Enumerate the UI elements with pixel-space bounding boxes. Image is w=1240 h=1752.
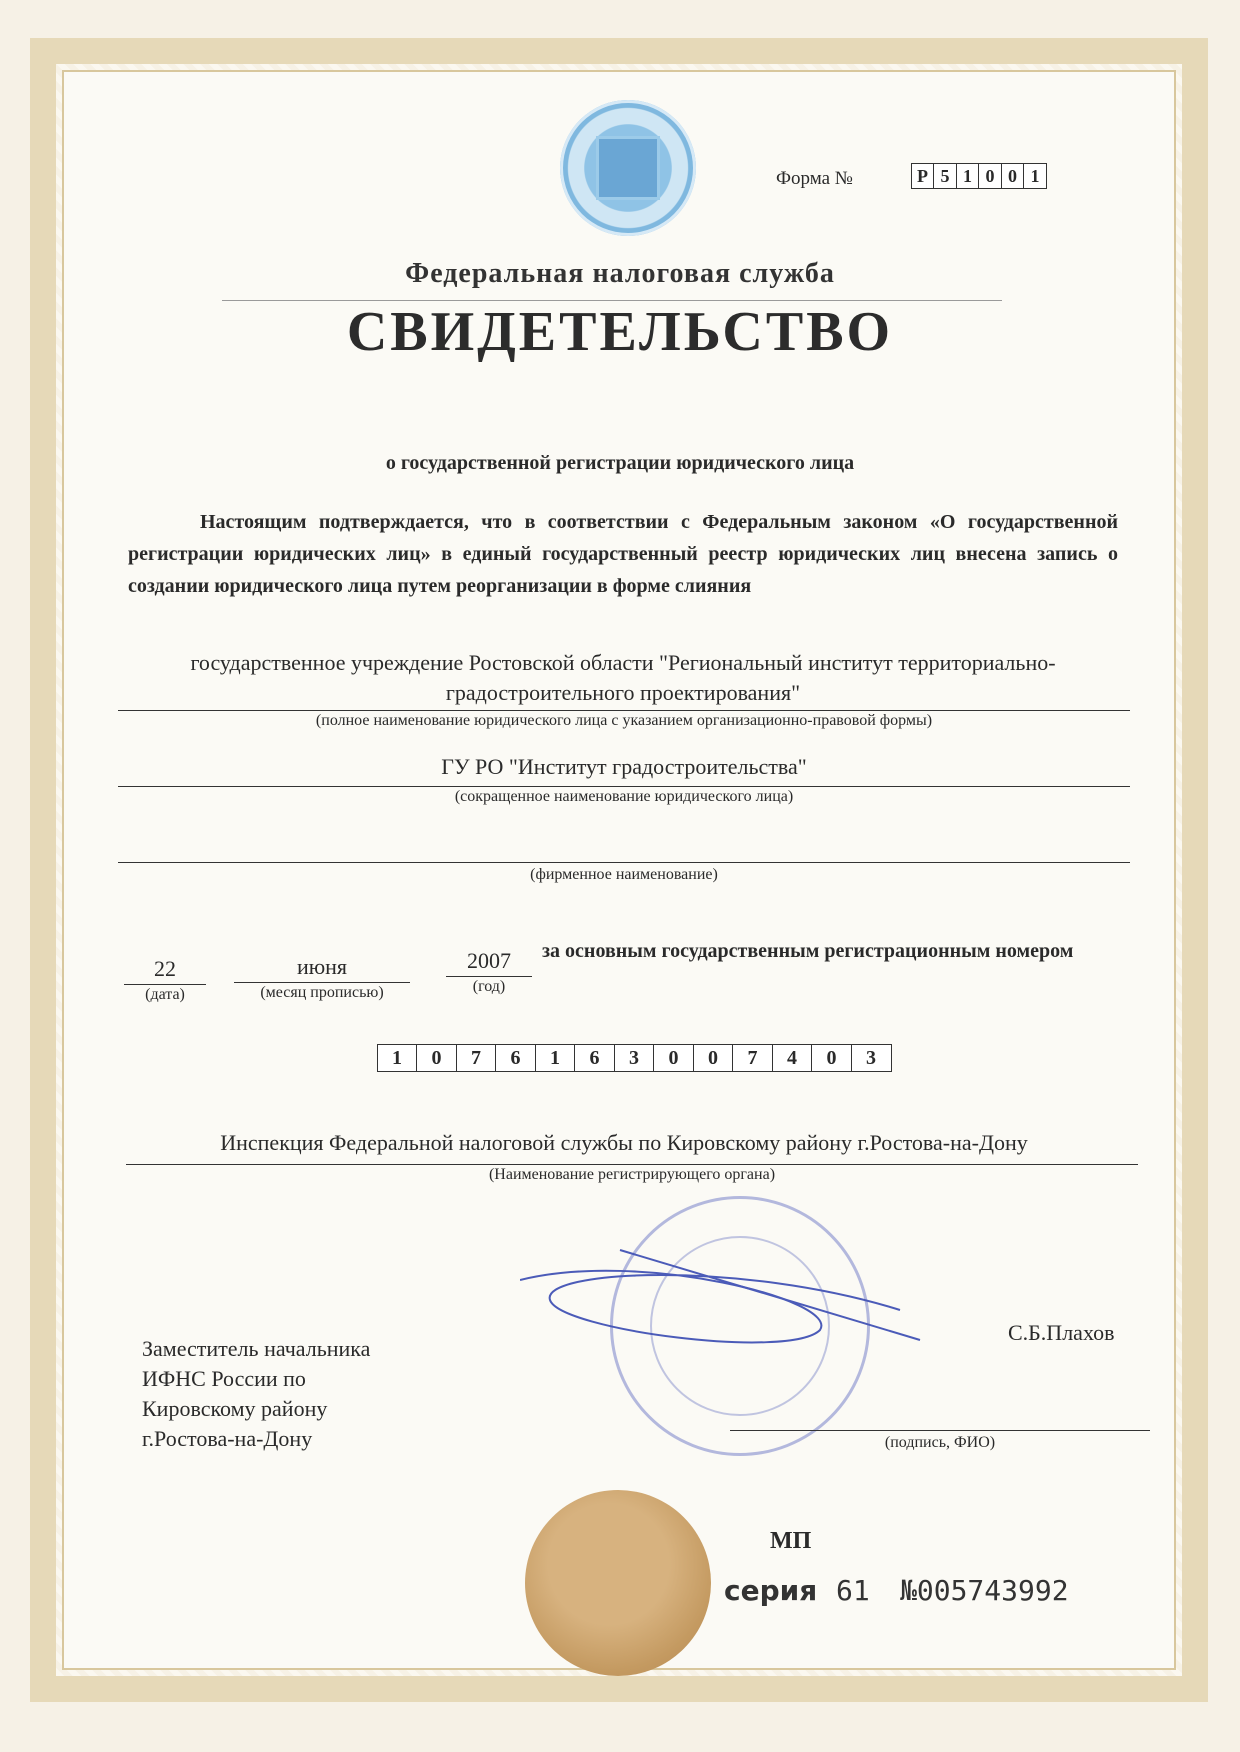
reg-year: 2007 (467, 948, 511, 973)
ogrn-digit: 0 (693, 1044, 734, 1072)
ogrn-digit: 6 (574, 1044, 615, 1072)
ogrn-digit: 1 (535, 1044, 576, 1072)
form-code-char: 0 (1001, 163, 1025, 189)
ogrn-digit: 0 (653, 1044, 694, 1072)
reg-day: 22 (154, 956, 176, 981)
ogrn-intro: за основным государственным регистрационным номером (542, 940, 1074, 962)
ogrn-digit: 6 (495, 1044, 536, 1072)
firm-name-line (118, 862, 1130, 863)
ogrn-digit: 7 (456, 1044, 497, 1072)
firm-name-caption: (фирменное наименование) (530, 866, 718, 883)
full-name-value: государственное учреждение Ростовской области "Региональный институт территориально-градостроительного проектирования" (190, 650, 1056, 705)
reg-day-line (124, 984, 206, 985)
short-name-line (118, 786, 1130, 787)
signer-position (142, 1334, 462, 1454)
form-code-char: 1 (1023, 163, 1047, 189)
signer-position-line: ИФНС России по (142, 1366, 306, 1391)
ogrn-digit: 1 (377, 1044, 418, 1072)
reg-year-caption: (год) (472, 978, 506, 995)
ogrn-digit: 3 (851, 1044, 892, 1072)
agency-title: Федеральная налоговая служба (405, 258, 835, 289)
ogrn-digit: 7 (732, 1044, 773, 1072)
document-subtitle: о государственной регистрации юридического лица (385, 452, 855, 474)
signature-caption: (подпись, ФИО) (884, 1434, 996, 1451)
ogrn-digit: 3 (614, 1044, 655, 1072)
signer-position-line: г.Ростова-на-Дону (142, 1426, 313, 1451)
reg-month-line (234, 982, 410, 983)
gold-seal (525, 1490, 711, 1676)
emblem-core-icon (596, 136, 660, 200)
document-title: СВИДЕТЕЛЬСТВО (346, 301, 894, 363)
authority-value: Инспекция Федеральной налоговой службы по Кировскому району г.Ростова-на-Дону (220, 1130, 1028, 1155)
confirmation-paragraph: Настоящим подтверждается, что в соответствии с Федеральным законом «О государственной регистрации юридических лиц» в единый государственный реестр юридических лиц внесена запись о создании юридического лица путем реорганизации в форме слияния (128, 511, 1118, 597)
series-label: серия (724, 1574, 818, 1607)
signature-line (730, 1430, 1150, 1431)
reg-month-caption: (месяц прописью) (260, 984, 384, 1001)
full-name-caption: (полное наименование юридического лица с указанием организационно-правовой формы) (315, 712, 933, 729)
seal-label: МП (770, 1528, 812, 1554)
form-code-char: 0 (978, 163, 1002, 189)
ogrn-digit: 0 (811, 1044, 852, 1072)
short-name-caption: (сокращенное наименование юридического лица) (454, 788, 794, 805)
form-code-boxes (912, 163, 1047, 189)
ogrn-boxes (378, 1044, 892, 1072)
form-code-char: Р (911, 163, 935, 189)
signer-name: С.Б.Плахов (1008, 1320, 1115, 1345)
series-value: 61 (836, 1574, 870, 1607)
reg-year-line (446, 976, 532, 977)
ogrn-digit: 0 (416, 1044, 457, 1072)
certificate-number: №005743992 (900, 1574, 1069, 1607)
signer-position-line: Кировскому району (142, 1396, 328, 1421)
reg-month: июня (296, 954, 348, 979)
signer-position-line: Заместитель начальника (142, 1336, 371, 1361)
ogrn-digit: 4 (772, 1044, 813, 1072)
form-label: Форма № (776, 168, 853, 189)
full-name-line (118, 710, 1130, 711)
signature-graphic (520, 1230, 940, 1370)
reg-day-caption: (дата) (145, 986, 185, 1003)
form-code-char: 1 (956, 163, 980, 189)
form-code-char: 5 (933, 163, 957, 189)
authority-caption: (Наименование регистрирующего органа) (488, 1166, 776, 1183)
short-name-value: ГУ РО "Институт градостроительства" (441, 754, 807, 779)
authority-line (126, 1164, 1138, 1165)
